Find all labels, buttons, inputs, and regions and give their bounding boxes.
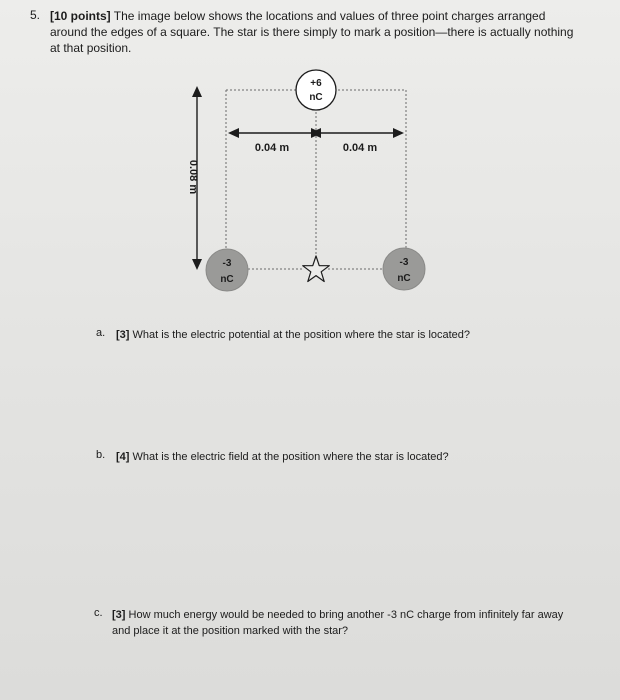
part-c-question <box>112 607 582 639</box>
part-b-text: What is the electric field at the position where the star is located? <box>132 451 449 463</box>
part-b-points: [4] <box>116 451 130 463</box>
charge-unit: nC <box>309 92 323 103</box>
part-b-letter: b. <box>96 449 106 461</box>
square-outline <box>226 90 406 269</box>
charge-value: -3 <box>399 257 409 268</box>
charge-positive-top <box>296 70 336 110</box>
charge-circle <box>296 70 336 110</box>
part-c-letter: c. <box>94 607 103 619</box>
charge-value: +6 <box>310 78 322 89</box>
part-b-question <box>116 449 576 465</box>
star-icon <box>303 256 330 282</box>
part-a-points: [3] <box>116 329 130 341</box>
part-c-points: [3] <box>112 609 126 621</box>
question-points: [10 points] <box>50 9 111 23</box>
charge-value: -3 <box>222 258 232 269</box>
part-a-letter: a. <box>96 327 106 339</box>
part-c-text: How much energy would be needed to bring another -3 nC charge from infinitely far away and place it at the position marked with the star? <box>112 609 564 637</box>
question-prompt-text: The image below shows the locations and values of three point charges arranged around the edges of a square. The star is there simply to mark a position—there is actually nothing at that position. <box>50 9 574 55</box>
charge-unit: nC <box>220 274 234 285</box>
vertical-dimension-label: 0.08 m <box>187 159 199 195</box>
part-a-question <box>116 327 576 343</box>
question-number: 5. <box>30 8 41 22</box>
charge-unit: nC <box>397 273 411 284</box>
charge-negative-right <box>383 248 425 290</box>
right-dimension-label: 0.04 m <box>342 142 378 154</box>
left-dimension-label: 0.04 m <box>254 142 290 154</box>
part-a-text: What is the electric potential at the position where the star is located? <box>132 329 471 341</box>
charge-negative-left <box>206 249 248 291</box>
